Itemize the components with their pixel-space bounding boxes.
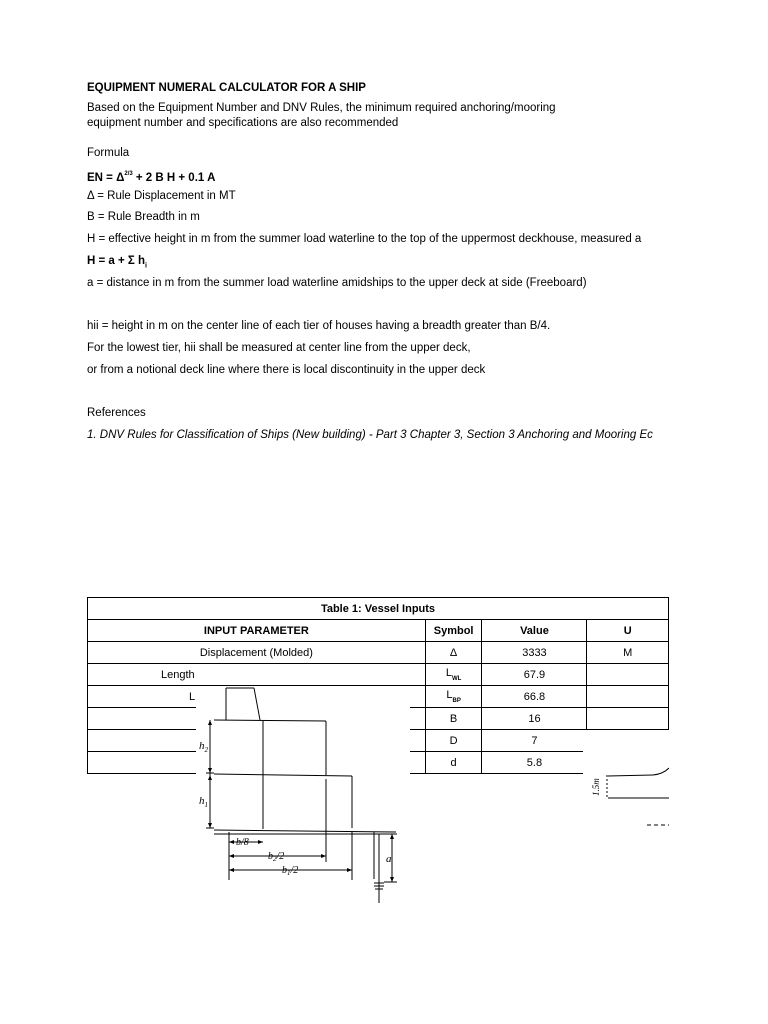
reference-1: 1. DNV Rules for Classification of Ships (New building) - Part 3 Chapter 3, Section 3 Anchoring and Mooring Ec <box>87 429 653 441</box>
formula-en: EN = $\Delta^{2/3} + 2$ B H + 0.1 A <box>87 171 216 184</box>
table-title-row <box>88 598 669 620</box>
value-cell: 67.9 <box>482 664 587 686</box>
table-row <box>88 642 669 664</box>
definition-freeboard: a = distance in m from the summer load waterline amidships to the upper deck at side (Freeboard) <box>87 277 587 289</box>
deckhouse-diagram-svg <box>196 687 410 903</box>
value-cell: 5.8 <box>482 752 587 774</box>
value-cell: 16 <box>482 708 587 730</box>
unit-cell <box>587 708 669 730</box>
symbol-cell: $L_{WL}$ <box>425 664 482 686</box>
intro-line-1: Based on the Equipment Number and DNV Rules, the minimum required anchoring/mooring <box>87 102 556 114</box>
formula-heading: Formula <box>87 147 130 159</box>
definition-delta: Δ = Rule Displacement in MT <box>87 190 236 202</box>
value-cell: 3333 <box>482 642 587 664</box>
table-header-row <box>88 620 669 642</box>
document-title: EQUIPMENT NUMERAL CALCULATOR FOR A SHIP <box>87 82 366 94</box>
symbol-cell: Δ <box>425 642 482 664</box>
symbol-cell: d <box>425 752 482 774</box>
label-1-5m: 1.5m <box>591 778 601 796</box>
label-a: a <box>386 853 392 865</box>
unit-cell <box>587 664 669 686</box>
intro-line-2: equipment number and specifications are also recommended <box>87 117 399 129</box>
param-cell: Length <box>88 664 426 686</box>
value-cell: 7 <box>482 730 587 752</box>
tier-note-2: For the lowest tier, hii shall be measured at center line from the upper deck, <box>87 342 471 354</box>
references-heading: References <box>87 407 146 419</box>
label-h1: $h_1$ <box>199 795 208 809</box>
bulwark-diagram-svg <box>583 730 669 830</box>
table-row <box>88 664 669 686</box>
tier-note-1: hii = height in m on the center line of each tier of houses having a breadth greater than B/4. <box>87 320 551 332</box>
symbol-cell: D <box>425 730 482 752</box>
header-unit: U <box>587 620 669 642</box>
header-value: Value <box>482 620 587 642</box>
header-symbol: Symbol <box>425 620 482 642</box>
unit-cell <box>587 686 669 708</box>
label-b1-over-2: $b_1/2$ <box>282 865 299 877</box>
header-input-parameter: INPUT PARAMETER <box>88 620 426 642</box>
formula-h: H = a + Σ $h_i$ <box>87 255 147 270</box>
tier-note-3: or from a notional deck line where there is local discontinuity in the upper deck <box>87 364 486 376</box>
label-b2-over-2: $b_2/2$ <box>268 851 285 863</box>
label-b-over-8: b/8 <box>236 837 249 848</box>
symbol-cell: B <box>425 708 482 730</box>
table-title: Table 1: Vessel Inputs <box>88 598 669 620</box>
bulwark-diagram <box>583 730 669 830</box>
param-cell: Displacement (Molded) <box>88 642 426 664</box>
param-cell: L <box>88 686 426 708</box>
definition-breadth: B = Rule Breadth in m <box>87 211 200 223</box>
label-h2: $h_2$ <box>199 740 208 754</box>
deckhouse-height-diagram <box>196 687 410 903</box>
unit-cell: M <box>587 642 669 664</box>
symbol-cell: $L_{BP}$ <box>425 686 482 708</box>
value-cell: 66.8 <box>482 686 587 708</box>
definition-height: H = effective height in m from the summer load waterline to the top of the uppermost deckhouse, measured a <box>87 233 642 245</box>
